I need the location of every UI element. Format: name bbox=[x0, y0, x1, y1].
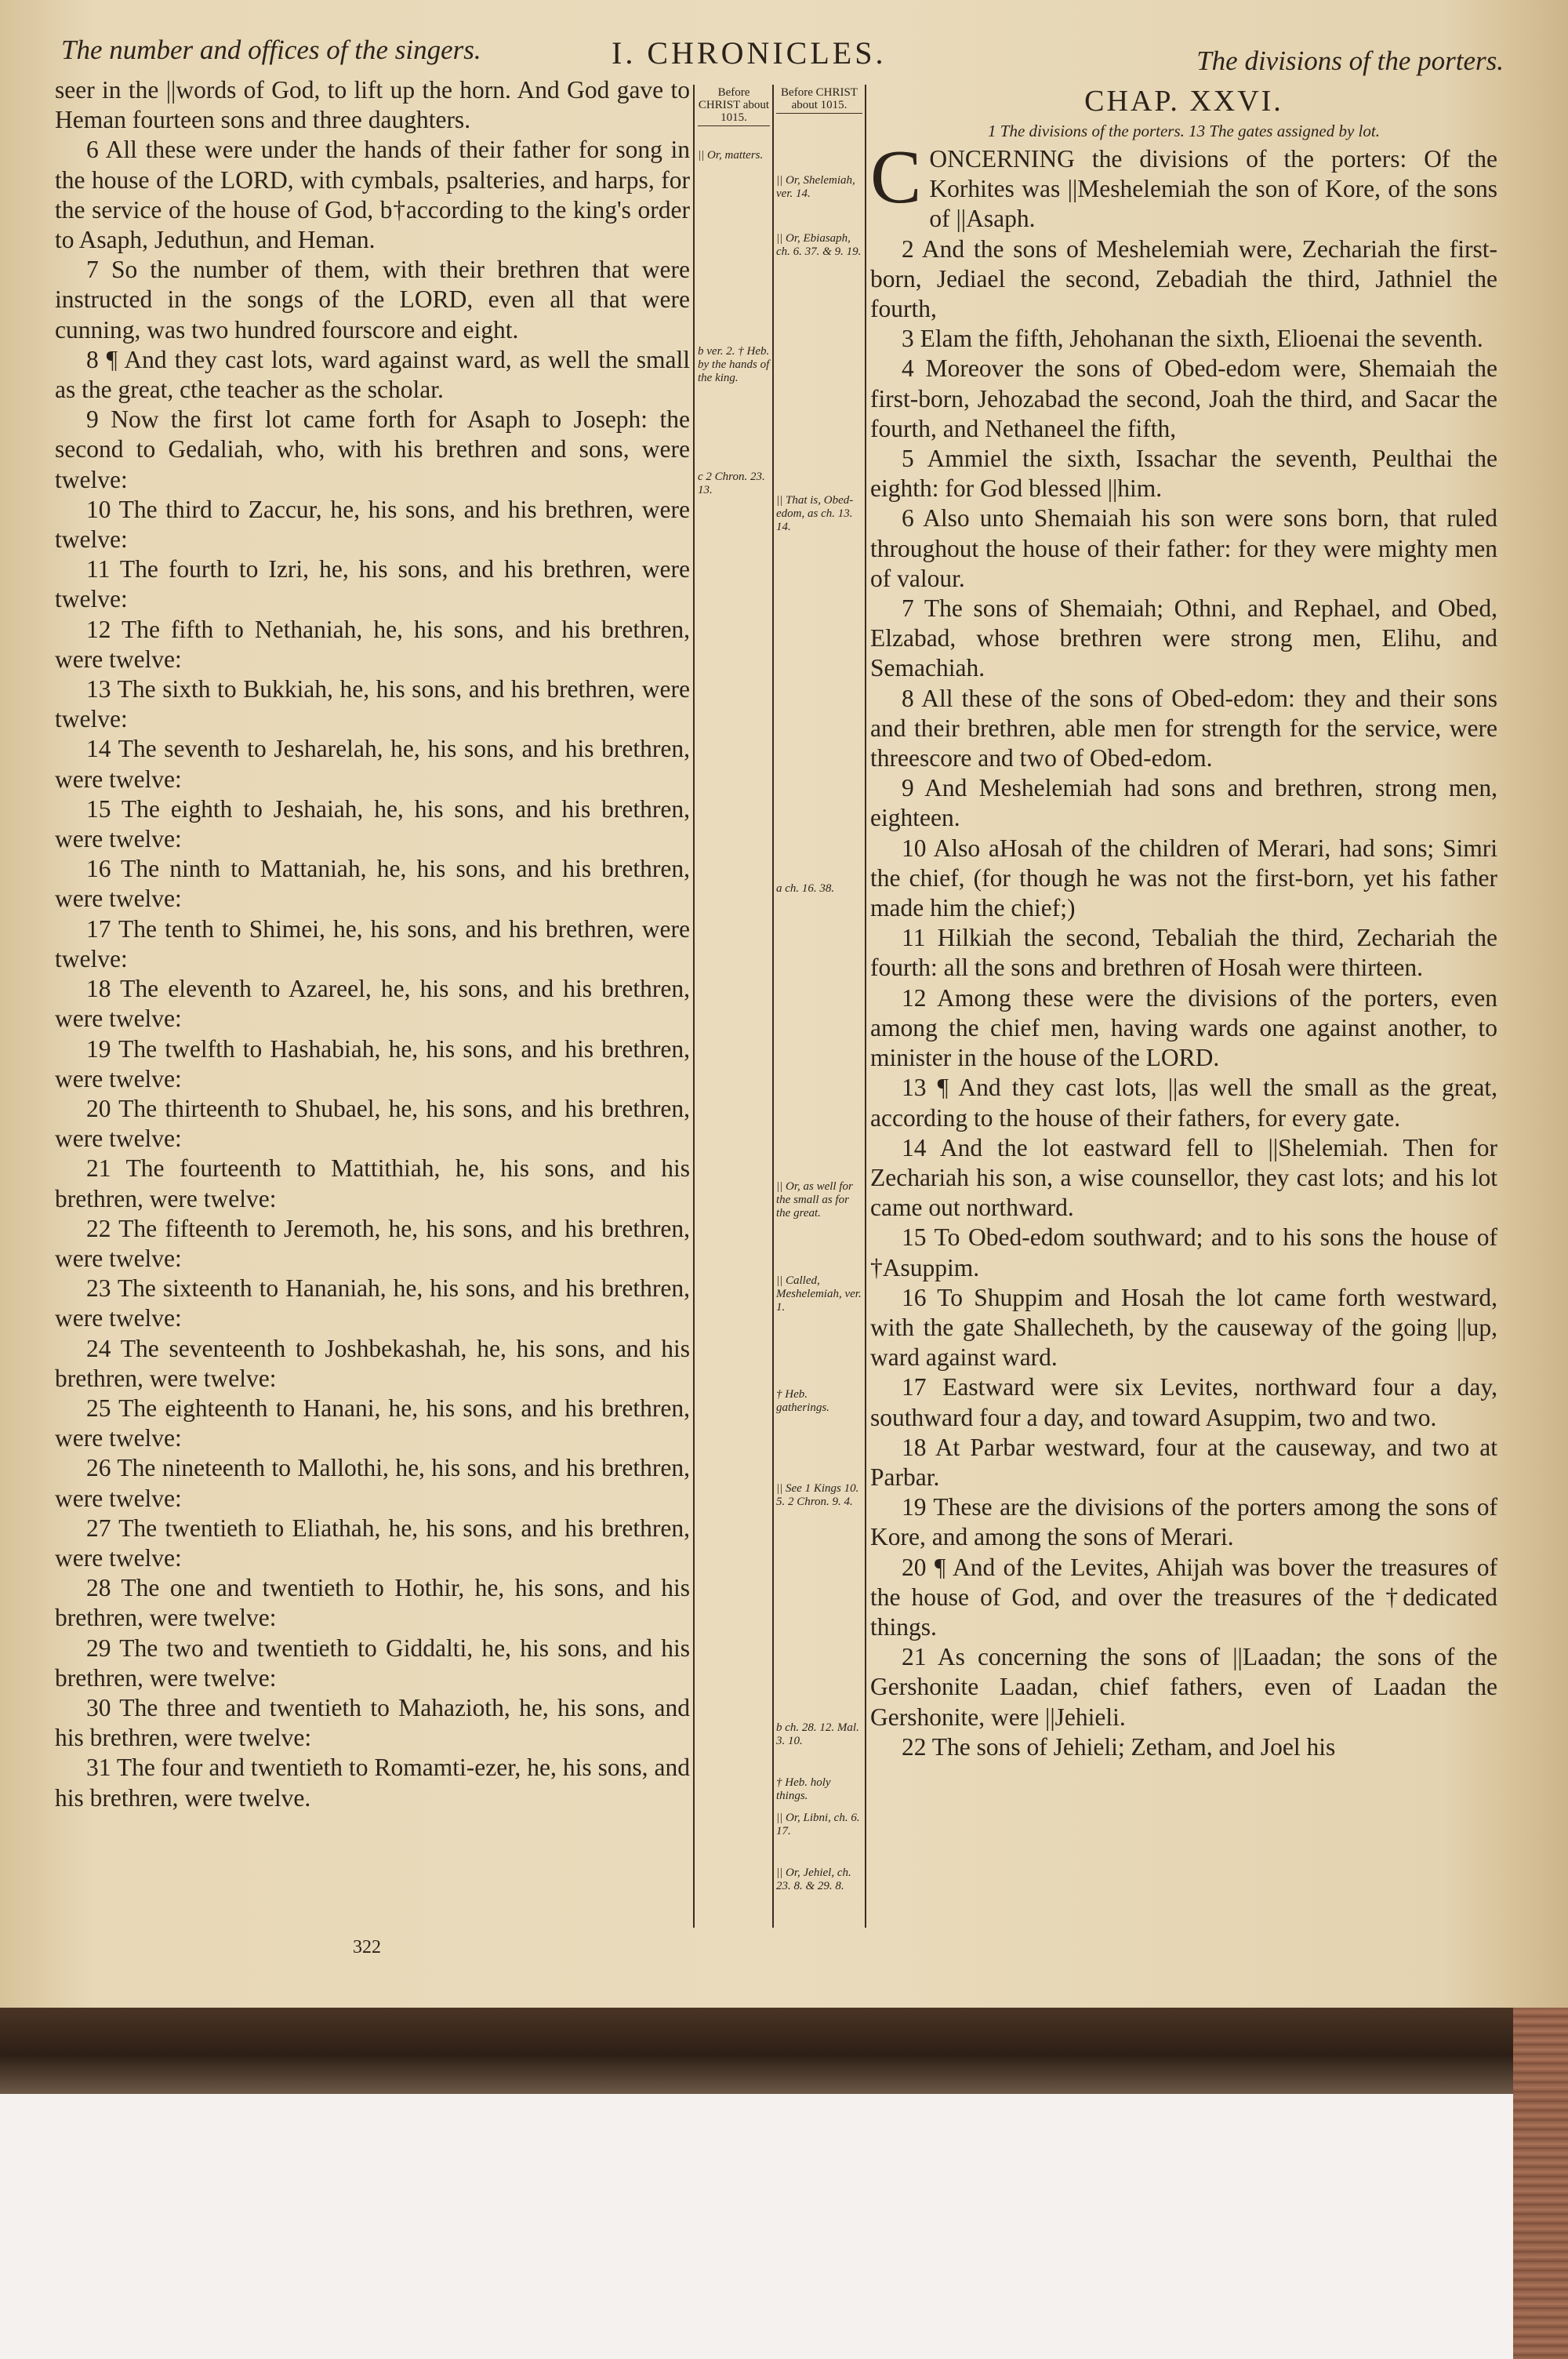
verse-text: 17 The tenth to Shimei, he, his sons, and his brethren, were twelve: bbox=[55, 914, 690, 972]
verse-text: 11 Hilkiah the second, Tebaliah the third, Zechariah the fourth: all the sons and brethren of Hosah were thirteen. bbox=[870, 924, 1497, 982]
chapter-summary: 1 The divisions of the porters. 13 The gates assigned by lot. bbox=[988, 122, 1380, 140]
margin-note: c 2 Chron. 23. 13. bbox=[698, 471, 765, 496]
verse-text: 19 These are the divisions of the porters among the sons of Kore, and among the sons of Merari. bbox=[870, 1493, 1497, 1551]
verse-text: 12 The fifth to Nethaniah, he, his sons, and his brethren, were twelve: bbox=[55, 615, 690, 673]
verse-text: 9 Now the first lot came forth for Asaph to Joseph: the second to Gedaliah, who, with his brethren and sons, were twelve: bbox=[55, 405, 690, 493]
margin-note: || Or, matters. bbox=[698, 149, 764, 162]
verse-text: 12 Among these were the divisions of the porters, even among the chief men, having wards one against another, to minister in the house of the LORD. bbox=[870, 983, 1497, 1072]
verse-text: 10 The third to Zaccur, he, his sons, and his brethren, were twelve: bbox=[55, 495, 690, 554]
margin-note: † Heb. holy things. bbox=[776, 1776, 831, 1802]
verse-text: 16 The ninth to Mattaniah, he, his sons, and his brethren, were twelve: bbox=[55, 855, 690, 913]
verse-text: 13 The sixth to Bukkiah, he, his sons, and his brethren, were twelve: bbox=[55, 675, 690, 733]
verse-text: 10 Also aHosah of the children of Merari, had sons; Simri the chief, (for though he was not the first-born, yet his father made him the chief;) bbox=[870, 834, 1497, 922]
margin-note: || Called, Meshelemiah, ver. 1. bbox=[776, 1274, 862, 1314]
margin-note: || Or, Jehiel, ch. 23. 8. & 29. 8. bbox=[776, 1866, 851, 1892]
verse-text: seer in the ||words of God, to lift up the horn. And God gave to Heman fourteen sons and three daughters. bbox=[55, 76, 690, 134]
verse-text: 14 The seventh to Jesharelah, he, his sons, and his brethren, were twelve: bbox=[55, 735, 690, 793]
verse-text: 5 Ammiel the sixth, Issachar the seventh, Peulthai the eighth: for God blessed ||him. bbox=[870, 445, 1497, 503]
verse-text: 3 Elam the fifth, Jehohanan the sixth, Elioenai the seventh. bbox=[902, 325, 1483, 353]
margin-note: || That is, Obed-edom, as ch. 13. 14. bbox=[776, 494, 854, 533]
left-text-column bbox=[55, 75, 690, 1813]
margin-note: || Or, as well for the small as for the great. bbox=[776, 1180, 853, 1219]
verse-text: 7 So the number of them, with their brethren that were instructed in the songs of the LORD, even all that were cunning, was two hundred fourscore and eight. bbox=[55, 256, 690, 343]
column-rule bbox=[865, 85, 866, 1928]
verse-text: 30 The three and twentieth to Mahazioth, he, his sons, and his brethren, were twelve: bbox=[55, 1693, 690, 1752]
verse-text: 24 The seventeenth to Joshbekashah, he, his sons, and his brethren, were twelve: bbox=[55, 1334, 690, 1392]
margin-note: || Or, Ebiasaph, ch. 6. 37. & 9. 19. bbox=[776, 232, 862, 258]
verse-text: 31 The four and twentieth to Romamti-ezer, he, his sons, and his brethren, were twelve. bbox=[55, 1754, 690, 1812]
verse-text: 8 All these of the sons of Obed-edom: they and their sons and their brethren, able men for strength for the service, were threescore and two of Obed-edom. bbox=[870, 684, 1497, 772]
verse-text: 22 The sons of Jehieli; Zetham, and Joel his bbox=[902, 1732, 1336, 1761]
verse-text: 9 And Meshelemiah had sons and brethren, strong men, eighteen. bbox=[870, 774, 1497, 832]
margin-note: || Or, Shelemiah, ver. 14. bbox=[776, 174, 855, 200]
verse-text: 11 The fourth to Izri, he, his sons, and his brethren, were twelve: bbox=[55, 555, 690, 613]
margin-note: a ch. 16. 38. bbox=[776, 882, 835, 895]
verse-text: 18 The eleventh to Azareel, he, his sons, and his brethren, were twelve: bbox=[55, 975, 690, 1033]
drop-cap: C bbox=[870, 135, 922, 220]
verse-text: 29 The two and twentieth to Giddalti, he, his sons, and his brethren, were twelve: bbox=[55, 1634, 690, 1692]
verse-text: 28 The one and twentieth to Hothir, he, his sons, and his brethren, were twelve: bbox=[55, 1574, 690, 1632]
verse-text: 6 All these were under the hands of their father for song in the house of the LORD, with cymbals, psalteries, and harps, for the service of the house of God, b†according to the king's order to Asaph, Jeduthun, and Heman. bbox=[55, 136, 690, 254]
running-head-left: The number and offices of the singers. bbox=[61, 35, 481, 65]
right-margin-notes bbox=[776, 86, 862, 1892]
page-number: 322 bbox=[353, 1937, 381, 1957]
running-head-book: I. CHRONICLES. bbox=[612, 35, 887, 71]
verse-text: 25 The eighteenth to Hanani, he, his sons, and his brethren, were twelve: bbox=[55, 1394, 690, 1452]
book-edge bbox=[0, 2008, 1568, 2094]
verse-text: 15 To Obed-edom southward; and to his sons the house of †Asuppim. bbox=[870, 1223, 1497, 1281]
verse-text: 17 Eastward were six Levites, northward four a day, southward four a day, and toward Asuppim, two and two. bbox=[870, 1373, 1497, 1431]
right-text-column bbox=[870, 85, 1497, 1762]
verse-text: 14 And the lot eastward fell to ||Shelemiah. Then for Zechariah his son, a wise counsellor, they cast lots; and his lot came out northward. bbox=[870, 1133, 1497, 1222]
left-margin-notes bbox=[698, 86, 770, 496]
margin-note: || See 1 Kings 10. 5. 2 Chron. 9. 4. bbox=[776, 1482, 859, 1508]
chapter-heading: CHAP. XXVI. bbox=[1084, 85, 1283, 118]
column-rule bbox=[772, 85, 774, 1928]
verse-text: 26 The nineteenth to Mallothi, he, his sons, and his brethren, were twelve: bbox=[55, 1454, 690, 1512]
verse-text: 18 At Parbar westward, four at the causeway, and two at Parbar. bbox=[870, 1433, 1497, 1491]
verse-text: 6 Also unto Shemaiah his son were sons born, that ruled throughout the house of their father: for they were mighty men of valour. bbox=[870, 504, 1497, 592]
running-head-right: The divisions of the porters. bbox=[1196, 45, 1504, 76]
verse-text: 13 ¶ And they cast lots, ||as well the small as the great, according to the house of their fathers, for every gate. bbox=[870, 1074, 1497, 1132]
margin-date-header: Before CHRIST about 1015. bbox=[776, 86, 862, 114]
margin-date-header: Before CHRIST about 1015. bbox=[698, 86, 770, 126]
margin-note: † Heb. gatherings. bbox=[776, 1388, 829, 1414]
verse-text: 20 ¶ And of the Levites, Ahijah was bover the treasures of the house of God, and over the treasures of the †dedicated things. bbox=[870, 1553, 1497, 1641]
margin-note: b ver. 2. † Heb. by the hands of the king. bbox=[698, 345, 770, 384]
verse-text: 23 The sixteenth to Hananiah, he, his sons, and his brethren, were twelve: bbox=[55, 1274, 690, 1332]
verse-text: 21 The fourteenth to Mattithiah, he, his sons, and his brethren, were twelve: bbox=[55, 1154, 690, 1212]
book-cloth-spine bbox=[1513, 2008, 1568, 2359]
verse-text: 4 Moreover the sons of Obed-edom were, Shemaiah the first-born, Jehozabad the second, Joah the third, and Sacar the fourth, and Nethaneel the fifth, bbox=[870, 354, 1497, 442]
verse-text: 21 As concerning the sons of ||Laadan; the sons of the Gershonite Laadan, chief fathers, even of Laadan the Gershonite, were ||Jehieli. bbox=[870, 1643, 1497, 1731]
verse-text: 20 The thirteenth to Shubael, he, his sons, and his brethren, were twelve: bbox=[55, 1094, 690, 1153]
column-rule bbox=[693, 85, 695, 1928]
verse-text: 2 And the sons of Meshelemiah were, Zechariah the first-born, Jediael the second, Zebadiah the third, Jathniel the fourth, bbox=[870, 234, 1497, 323]
margin-note: b ch. 28. 12. Mal. 3. 10. bbox=[776, 1721, 859, 1747]
verse-text: 16 To Shuppim and Hosah the lot came forth westward, with the gate Shallecheth, by the causeway of the going ||up, ward against ward. bbox=[870, 1283, 1497, 1372]
verse-text: 8 ¶ And they cast lots, ward against ward, as well the small as the great, cthe teacher as the scholar. bbox=[55, 345, 690, 404]
verse-text: ONCERNING the divisions of the porters: Of the Korhites was ||Meshelemiah the son of Kore, of the sons of ||Asaph. bbox=[929, 145, 1497, 233]
margin-note: || Or, Libni, ch. 6. 17. bbox=[776, 1812, 860, 1837]
verse-text: 27 The twentieth to Eliathah, he, his sons, and his brethren, were twelve: bbox=[55, 1514, 690, 1572]
verse-text: 15 The eighth to Jeshaiah, he, his sons, and his brethren, were twelve: bbox=[55, 794, 690, 853]
verse-text: 22 The fifteenth to Jeremoth, he, his sons, and his brethren, were twelve: bbox=[55, 1214, 690, 1272]
verse-text: 19 The twelfth to Hashabiah, he, his sons, and his brethren, were twelve: bbox=[55, 1034, 690, 1092]
verse-text: 7 The sons of Shemaiah; Othni, and Rephael, and Obed, Elzabad, whose brethren were strong men, Elihu, and Semachiah. bbox=[870, 594, 1497, 682]
first-verse bbox=[870, 135, 1497, 234]
